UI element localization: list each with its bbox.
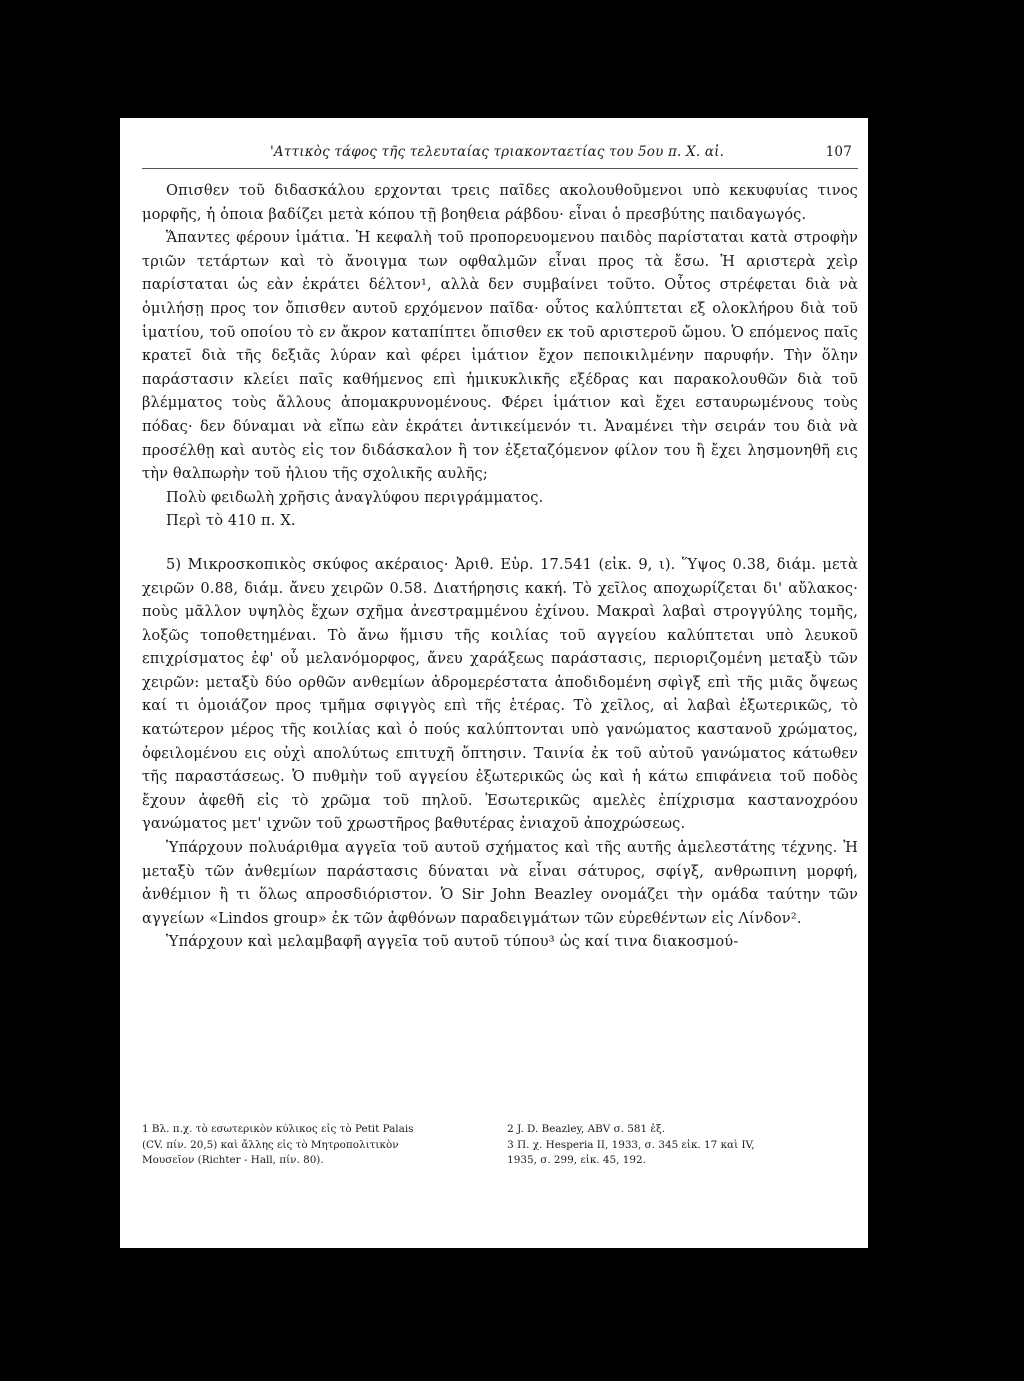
paragraph: Οπισθεν τοῦ διδασκάλου ερχονται τρεις παῖδες ακολουθοῦμενοι υπὸ κεκυφυίας τινος μορφῆς, ἡ ὁποια βαδίζει μετὰ κόπου τῇ βοηθεια ράβδου· εἶναι ὁ πρεσβύτης παιδαγωγός. xyxy=(142,182,858,223)
footnote-line: 1 Βλ. π.χ. τὸ εσωτερικὸν κύλικος εἰς τὸ Petit Palais xyxy=(142,1123,414,1135)
paragraph: Περὶ τὸ 410 π. Χ. xyxy=(166,512,296,530)
catalog-item-5: 5) Μικροσκοπικὸς σκύφος ακέραιος· Ἀριθ. Εὑρ. 17.541 (εἰκ. 9, ι). Ὕψος 0.38, διάμ. μετὰ χειρῶν 0.88, διάμ. ἄνευ χειρῶν 0.58. Διατήρησις κακή. Τὸ χεῖλος αποχωρίζεται δι' αὔλακος· ποὺς μᾶλλον υψηλὸς ἔχων σχῆμα ἀνεστραμμένου ἐχίνου. Μακραὶ λαβαὶ στρογγύλης τομῆς, λοξῶς τοποθετημέναι. Τὸ ἄνω ἥμισυ τῆς κοιλίας τοῦ αγγείου καλύπτεται υπὸ λευκοῦ επιχρίσματος ἐφ' οὗ μελανόμορφος, ἄνευ χαράξεως παράστασις, περιοριζομένη μεταξὺ τῶν χειρῶν: μεταξὺ δύο ορθῶν ανθεμίων ἀδρομερέστατα ἀποδιδομένη σφὶγξ επὶ τῆς μιᾶς ὄψεως καί τι ὁμοιάζον προς τμῆμα σφιγγὸς επὶ τῆς ἑτέρας. Τὸ χεῖλος, αἱ λαβαὶ ἐξωτερικῶς, τὸ κατώτερον μέρος τῆς κοιλίας καὶ ὁ πούς καλύπτονται υπὸ γανώματος καστανοῦ χρώματος, ὀφειλομένου εις οὐχὶ απολύτως επιτυχῆ ὄπτησιν. Ταινία ἐκ τοῦ αὐτοῦ γανώματος κάτωθεν τῆς παραστάσεως. Ὁ πυθμὴν τοῦ αγγείου ἐξωτερικῶς ὡς καὶ ἡ κάτω επιφάνεια τοῦ ποδὸς ἔχουν ἀφεθῆ εἰς τὸ χρῶμα τοῦ πηλοῦ. Ἐσωτερικῶς αμελὲς ἐπίχρισμα καστανοχρόου γανώματος μετ' ιχνῶν τοῦ χρωστῆρος βαθυτέρας ἐνιαχοῦ ἀποχρώσεως. xyxy=(142,555,858,833)
page-number: 107 xyxy=(825,144,852,160)
header-rule xyxy=(142,168,858,169)
paragraph: Πολὺ φειδωλὴ χρῆσις ἀναγλύφου περιγράμματος. xyxy=(166,488,544,506)
footnote-line: 3 Π. χ. Hesperia II, 1933, σ. 345 εἰκ. 17 καὶ IV, xyxy=(507,1138,755,1151)
running-header xyxy=(142,144,858,166)
footnotes xyxy=(142,1122,858,1169)
footnote-line: Μουσεῖον (Richter - Hall, πίν. 80). xyxy=(142,1154,324,1167)
footnote-line: 1935, σ. 299, εἰκ. 45, 192. xyxy=(507,1154,646,1167)
paragraph: Ἅπαντες φέρουν ἱμάτια. Ἡ κεφαλὴ τοῦ προπορευομενου παιδὸς παρίσταται κατὰ στροφὴν τριῶν τετάρτων καὶ τὸ ἄνοιγμα των οφθαλμῶν εἶναι προς τὰ ἔσω. Ἡ αριστερὰ χεὶρ παρίσταται ὡς εὰν ἐκράτει δέλτον¹, αλλὰ δεν συμβαίνει τοῦτο. Οὗτος στρέφεται διὰ νὰ ὁμιλήσῃ προς τον ὄπισθεν αυτοῦ ερχόμενον παῖδα· οὗτος καλύπτεται εξ ολοκλήρου διὰ τοῦ ἱματίου, τοῦ οποίου τὸ εν ἄκρον καταπίπτει ὄπισθεν εκ τοῦ αριστεροῦ ὤμου. Ὁ επόμενος παῖς κρατεῖ διὰ τῆς δεξιᾶς λύραν καὶ φέρει ἱμάτιον ἔχον πεποικιλμένην παρυφήν. Τὴν ὅλην παράστασιν κλείει παῖς καθήμενος επὶ ἡμικυκλικῆς εξέδρας και παρακολουθῶν διὰ τοῦ βλέμματος τοὺς ἄλλους ἀπομακρυνομένους. Φέρει ἱμάτιον καὶ ἔχει εσταυρωμένους τοὺς πόδας· δεν δύναμαι νὰ εἴπω εὰν ἐκράτει ἀντικείμενόν τι. Ἀναμένει τὴν σειράν του διὰ νὰ προσέλθῃ καὶ αυτὸς εἰς τον διδάσκαλον ἢ τον ἐξεταζόμενον φίλον του ἢ ἔχει λησμονηθῆ εις τὴν θαλπωρὴν τοῦ ἡλιου τῆς σχολικῆς αυλῆς; xyxy=(142,229,858,483)
paragraph: Ὑπάρχουν πολυάριθμα αγγεῖα τοῦ αυτοῦ σχήματος καὶ τῆς αυτῆς ἀμελεστάτης τέχνης. Ἡ μεταξὺ τῶν ἀνθεμίων παράστασις δύναται νὰ εἶναι σάτυρος, σφίγξ, ανθρωπινη μορφή, ἀνθέμιον ἢ τι ὅλως απροσδιόριστον. Ὁ Sir John Beazley ονομάζει τὴν ομάδα ταύτην τῶν αγγείων «Lindos group» ἐκ τῶν ἀφθόνων παραδειγμάτων τῶν εὑρεθέντων εἰς Λίνδον². xyxy=(142,839,858,927)
main-text xyxy=(142,179,858,954)
paragraph: Ὑπάρχουν καὶ μελαμβαφῆ αγγεῖα τοῦ αυτοῦ τύπου³ ὡς καί τινα διακοσμού- xyxy=(166,933,739,951)
footnotes-left xyxy=(142,1122,493,1169)
footnote-line: (CV. πίν. 20,5) καὶ ἄλλης εἰς τὸ Μητροπολιτικὸν xyxy=(142,1138,399,1151)
footnotes-right xyxy=(507,1122,858,1169)
book-page xyxy=(120,118,868,1248)
section-gap xyxy=(142,533,858,553)
footnote-line: 2 J. D. Beazley, ABV σ. 581 ἑξ. xyxy=(507,1123,666,1135)
running-title: 'Αττικὸς τάφος τῆς τελευταίας τριακονταετίας του 5ου π. Χ. αἰ. xyxy=(270,144,725,160)
